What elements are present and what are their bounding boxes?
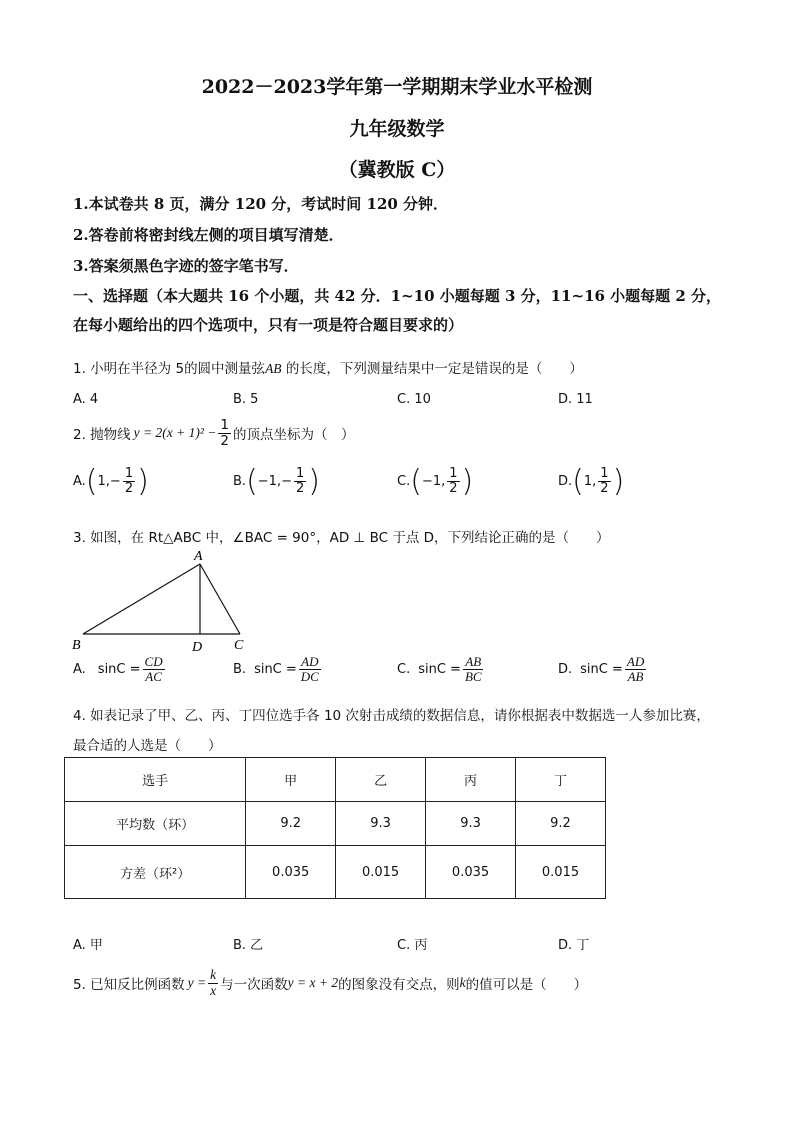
q3-option-a[interactable]: A. sinC = $\frac{CD}{AC}$ <box>73 654 163 685</box>
table-cell: 9.2 <box>246 802 336 846</box>
q5-pre: 5. 已知反比例函数 <box>73 977 185 994</box>
table-cell: 9.3 <box>336 802 426 846</box>
q4-option-a[interactable]: A. 甲 <box>73 938 103 953</box>
table-row <box>65 802 606 846</box>
q5-k: k <box>459 975 466 991</box>
q5-fraction: $\frac{k}{x}$ <box>210 967 217 998</box>
label-c: C <box>234 638 244 653</box>
q2-option-d[interactable]: D. ( 1, $\frac{1}{2}$ ) <box>558 464 625 499</box>
q5-mid: 与一次函数 <box>220 977 288 994</box>
table-header-cell: 丙 <box>426 758 516 802</box>
side-ac <box>200 564 240 634</box>
q1-option-b[interactable]: B. 5 <box>233 392 259 407</box>
label-d: D <box>192 640 203 655</box>
note-3: 3.答案须黑色字迹的签字笔书写． <box>73 257 299 275</box>
table-cell: 0.035 <box>426 846 516 899</box>
q4-option-c[interactable]: C. 丙 <box>397 938 428 953</box>
q1-option-a[interactable]: A. 4 <box>73 392 99 407</box>
triangle-figure <box>68 548 258 656</box>
table-cell: 0.035 <box>246 846 336 899</box>
label-a: A <box>194 549 203 564</box>
table-header-cell: 选手 <box>65 758 246 802</box>
side-ab <box>83 564 200 634</box>
q1-pre: 1. 小明在半径为 5 <box>73 361 185 377</box>
section-heading: 一、选择题（本大题共 16 个小题，共 42 分．1~10 小题每题 3 分，11~16 小题每题 2 分，在每小题给出的四个选项中，只有一项是符合题目要求的） <box>73 287 722 334</box>
table-cell: 0.015 <box>336 846 426 899</box>
exam-subtitle: 九年级数学 <box>349 118 445 140</box>
question-2 <box>73 418 355 449</box>
q1-option-c[interactable]: C. 10 <box>397 392 431 407</box>
question-4-line2: 最合适的人选是（ ） <box>73 738 222 754</box>
note-2: 2.答卷前将密封线左侧的项目填写清楚． <box>73 226 344 244</box>
table-header-cell: 乙 <box>336 758 426 802</box>
table-cell: 平均数（环） <box>65 802 246 846</box>
q2-option-c[interactable]: C. ( −1, $\frac{1}{2}$ ) <box>397 464 474 499</box>
label-b: B <box>72 638 81 653</box>
table-row <box>65 846 606 899</box>
q2-option-a[interactable]: A. ( 1,− $\frac{1}{2}$ ) <box>73 464 149 499</box>
q4-option-b[interactable]: B. 乙 <box>233 938 264 953</box>
q5-post: 的图象没有交点，则 <box>338 977 460 994</box>
q5-y: y = <box>187 975 207 991</box>
q4-option-d[interactable]: D. 丁 <box>558 938 590 953</box>
question-4-line1: 4. 如表记录了甲、乙、丙、丁四位选手各 10 次射击成绩的数据信息，请你根据表中数据选一人参加比赛， <box>73 708 710 724</box>
q3-option-d[interactable]: D. sinC = $\frac{AD}{AB}$ <box>558 654 645 685</box>
q2-formula: y = 2(x + 1)² − <box>133 425 217 441</box>
q1-post: 的长度，下列测量结果中一定是错误的是（ ） <box>281 361 583 377</box>
q3-option-c[interactable]: C. sinC = $\frac{AB}{BC}$ <box>397 654 482 685</box>
table-cell: 0.015 <box>516 846 606 899</box>
question-1 <box>73 357 583 377</box>
q2-post: 的顶点坐标为（ ） <box>233 427 355 444</box>
question-5 <box>73 968 587 999</box>
table-header-row <box>65 758 606 802</box>
q2-fraction: $\frac{1}{2}$ <box>220 417 229 449</box>
q2-option-b[interactable]: B. ( −1,− $\frac{1}{2}$ ) <box>233 464 320 499</box>
q1-option-d[interactable]: D. 11 <box>558 392 593 407</box>
q5-end: 的值可以是（ ） <box>465 977 588 994</box>
question-3: 3. 如图，在 Rt△ABC 中，∠BAC = 90°，AD ⊥ BC 于点 D，下列结论正确的是（ ） <box>73 530 610 546</box>
table-cell: 9.2 <box>516 802 606 846</box>
table-cell: 9.3 <box>426 802 516 846</box>
q1-mid: 的圆中测量弦 <box>184 361 266 377</box>
exam-edition: （冀教版 C） <box>338 159 456 181</box>
table-header-cell: 甲 <box>246 758 336 802</box>
note-1: 1.本试卷共 8 页，满分 120 分，考试时间 120 分钟． <box>73 195 449 213</box>
q5-linear: y = x + 2 <box>287 975 339 991</box>
table-cell: 方差（环²） <box>65 846 246 899</box>
stats-table <box>64 757 606 899</box>
q2-pre: 2. 抛物线 <box>73 427 131 444</box>
q3-option-b[interactable]: B. sinC = $\frac{AD}{DC}$ <box>233 654 319 685</box>
q1-ab: AB <box>265 361 282 376</box>
exam-title: 2022－2023学年第一学期期末学业水平检测 <box>201 76 593 98</box>
table-header-cell: 丁 <box>516 758 606 802</box>
